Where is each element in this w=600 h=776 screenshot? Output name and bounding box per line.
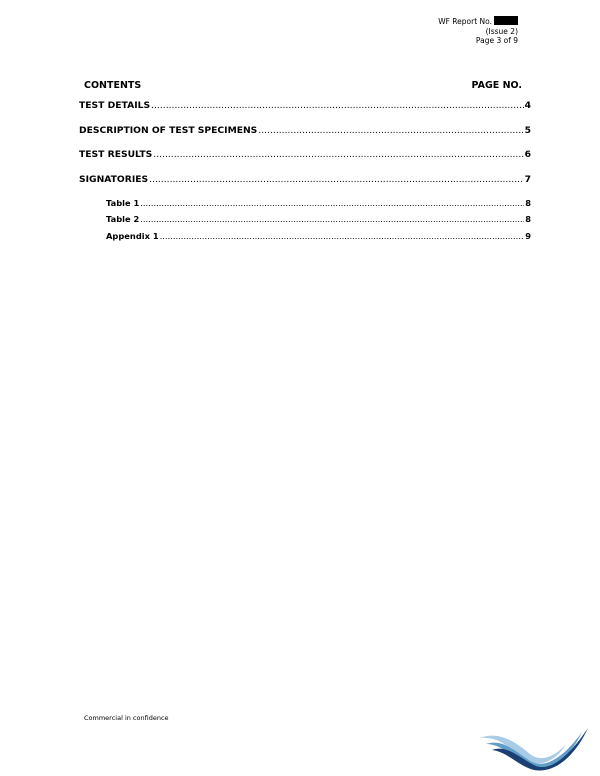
- confidentiality-footer: Commercial in confidence: [84, 714, 169, 722]
- toc-leader-dots: [140, 198, 524, 208]
- page-number: Page 3 of 9: [475, 36, 518, 46]
- toc-leader-dots: [151, 100, 524, 111]
- toc-entry-page: 8: [525, 214, 531, 224]
- toc-entry-signatories[interactable]: [79, 174, 531, 185]
- toc-entry-title: TEST RESULTS: [79, 149, 153, 160]
- toc-entry-description[interactable]: [79, 125, 531, 136]
- report-issue: (Issue 2): [485, 26, 518, 36]
- toc-entry-page: 8: [525, 198, 531, 208]
- toc-subentry-table-2[interactable]: [106, 214, 531, 224]
- toc-entry-page: 5: [524, 125, 531, 136]
- toc-entry-page: 4: [524, 100, 531, 111]
- page-no-heading: PAGE NO.: [471, 80, 522, 91]
- toc-entry-test-results[interactable]: [79, 149, 531, 160]
- toc-entry-title: SIGNATORIES: [79, 174, 149, 185]
- toc-entry-title: Table 1: [106, 198, 140, 208]
- report-header: [438, 16, 518, 46]
- toc-entry-page: 6: [524, 149, 531, 160]
- report-number-label: WF Report No.: [438, 17, 492, 26]
- toc-leader-dots: [153, 149, 523, 160]
- redaction-box: [494, 16, 518, 25]
- toc-entry-page: 7: [524, 174, 531, 185]
- report-number-line: [438, 16, 518, 27]
- toc-entry-title: DESCRIPTION OF TEST SPECIMENS: [79, 125, 258, 136]
- toc-entry-page: 9: [525, 231, 531, 241]
- toc-leader-dots: [149, 174, 523, 185]
- toc-entry-test-details[interactable]: [79, 100, 531, 111]
- warringtonfire-wave-logo-icon: [478, 724, 590, 772]
- toc-entry-title: TEST DETAILS: [79, 100, 151, 111]
- contents-heading-row: [84, 80, 522, 91]
- toc-leader-dots: [258, 125, 523, 136]
- toc-entry-title: Table 2: [106, 214, 140, 224]
- toc-subentry-table-1[interactable]: [106, 198, 531, 208]
- contents-heading: CONTENTS: [84, 80, 142, 91]
- toc-entry-title: Appendix 1: [106, 231, 159, 241]
- toc-subentry-appendix-1[interactable]: [106, 231, 531, 241]
- toc-leader-dots: [140, 214, 524, 224]
- toc-leader-dots: [160, 231, 525, 241]
